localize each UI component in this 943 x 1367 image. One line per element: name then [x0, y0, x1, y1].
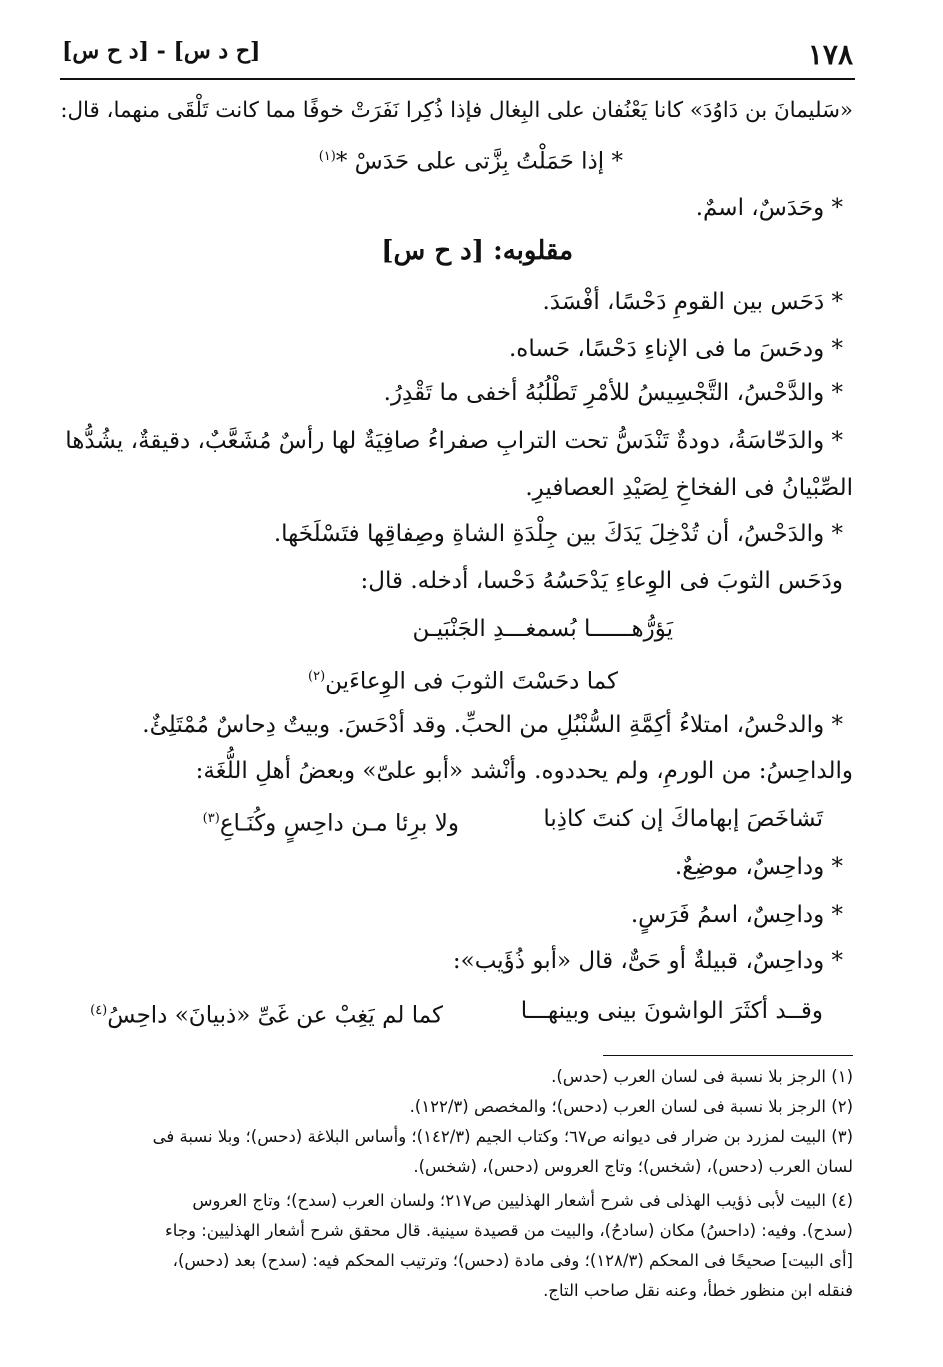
footnote-ref-3: (٣)	[202, 811, 220, 826]
rajaz-verse-text: * إذا حَمَلْتُ بِزَّتى على حَدَسْ *	[335, 148, 623, 175]
entry-dahas-2: * ودحَسَ ما فى الإناءِ دَحْسًا، حَساه.	[509, 336, 843, 362]
entry-dahhasa-2: الصِّبْيانُ فى الفخاخِ لِصَيْدِ العصافيرِ.	[525, 475, 853, 501]
verse-1-first-hemistich: يَؤرُّهــــــا بُسمغـــدِ الجَنْبَيـن	[412, 616, 673, 642]
entry-dahas-thawb: ودَحَس الثوبَ فى الوِعاءِ يَدْحَسُهُ دَحْسا، أدخله. قال:	[360, 568, 843, 594]
footnote-4-line-2: (سدح). وفيه: (داحسُ) مكان (سادحُ)، والبيت من قصيدة سينية. قال محقق شرح أشعار الهذليين: وجاء	[165, 1221, 853, 1240]
footnote-ref-4: (٤)	[90, 1003, 108, 1018]
header-rule	[60, 78, 855, 80]
verse-3-left-hemistich	[90, 996, 443, 1031]
body-line-1: «سَليمانَ بن دَاوُدَ» كانا يَعْنُفان على البِغال فإذا ذُكِرا نَفَرَتْ خوفًا مما كانت تَلْقَى منهما، قال:	[60, 98, 853, 123]
footnote-4-line-1: (٤) البيت لأبى ذؤيب الهذلى فى شرح أشعار الهذليين ص٢١٧؛ ولسان العرب (سدح)؛ وتاج العروس	[192, 1191, 853, 1210]
entry-dahas-1: * دَحَس بين القومِ دَحْسًا، أفْسَدَ.	[542, 289, 843, 315]
footnote-2: (٢) الرجز بلا نسبة فى لسان العرب (دحس)؛ والمخصص (١٢٢/٣).	[409, 1097, 853, 1116]
verse-2-left-text: ولا برِئا مـن داحِسٍ وكُنَـاعِ	[219, 810, 459, 837]
verse-2-right-hemistich: تَشاخَصَ إبهاماكَ إن كنتَ كاذِبا	[543, 806, 823, 832]
section-heading-maqlub: مقلوبه: [د ح س]	[381, 236, 573, 266]
entry-dahs-tajsis: * والدَّحْسُ، التَّجْسِيسُ للأمْرِ تَطْلُبُهُ أخفى ما تَقْدِرُ.	[383, 380, 843, 406]
footnote-ref-2: (٢)	[308, 669, 326, 684]
entry-dahis-qabila: * وداحِسٌ، قبيلةٌ أو حَىٌّ، قال «أبو ذُؤَيب»:	[452, 948, 843, 974]
body-line-hadas: * وحَدَسٌ، اسمٌ.	[695, 195, 843, 221]
page-number: ١٧٨	[807, 38, 853, 71]
verse-2-left-hemistich	[203, 804, 459, 839]
running-header-keyword: [ح د س] - [د ح س]	[62, 38, 261, 64]
footnote-ref-1: (١)	[318, 149, 336, 164]
entry-dahhasa-1: * والدَحّاسَةُ، دودةٌ تَنْدَسُّ تحت الترابِ صفراءُ صافِيَةٌ لها رأسٌ مُشَعَّبٌ، دقيقةٌ، يشُدُّها	[65, 428, 843, 454]
rajaz-verse-line	[319, 142, 623, 177]
entry-dahis-mawdi: * وداحِسٌ، موضِعٌ.	[674, 854, 843, 880]
entry-dahs-imtila: * والدحْسُ، امتلاءُ أكِمَّةِ السُّنْبُلِ من الحبِّ. وقد أدْحَسَ. وبيتٌ دِحاسٌ مُمْتَلِئٌ.	[142, 712, 843, 738]
footnote-4-line-3: [أى البيت] صحيحًا فى المحكم (١٢٨/٣)؛ وفى مادة (دحس)؛ وترتيب المحكم فيه: (سدح) بعد (دحس)،	[172, 1251, 853, 1270]
verse-1-second-text: كما دحَسْتَ الثوبَ فى الوِعاءَين	[325, 668, 618, 695]
entry-dahs-salkh: * والدَحْسُ، أن تُدْخِلَ يَدَكَ بين جِلْدَةِ الشاةِ وصِفاقِها فتَسْلَخَها.	[273, 521, 843, 547]
verse-1-second-hemistich	[308, 662, 618, 697]
footnote-1: (١) الرجز بلا نسبة فى لسان العرب (حدس).	[551, 1067, 853, 1086]
footnote-3-line-2: لسان العرب (دحس)، (شخس)؛ وتاج العروس (دحس)، (شخس).	[413, 1157, 853, 1176]
footnote-separator	[603, 1055, 853, 1056]
footnote-4-line-4: فنقله ابن منظور خطأ، وعنه نقل صاحب التاج.	[543, 1281, 853, 1300]
verse-3-left-text: كما لم يَغِبْ عن غَىِّ «ذبيانَ» داحِسُ	[107, 1002, 443, 1029]
verse-3-right-hemistich: وقــد أكثَرَ الواشونَ بينى وبينهـــا	[520, 998, 823, 1024]
entry-dahis-waram: والداحِسُ: من الورمِ، ولم يحددوه. وأنْشد «أبو علىّ» وبعضُ أهلِ اللُّغَة:	[195, 758, 853, 784]
entry-dahis-faras: * وداحِسٌ، اسمُ فَرَسٍ.	[630, 902, 843, 928]
footnote-3-line-1: (٣) البيت لمزرد بن ضرار فى ديوانه ص٦٧؛ وكتاب الجيم (١٤٢/٣)؛ وأساس البلاغة (دحس)؛ وبلا نسبة فى	[152, 1127, 853, 1146]
